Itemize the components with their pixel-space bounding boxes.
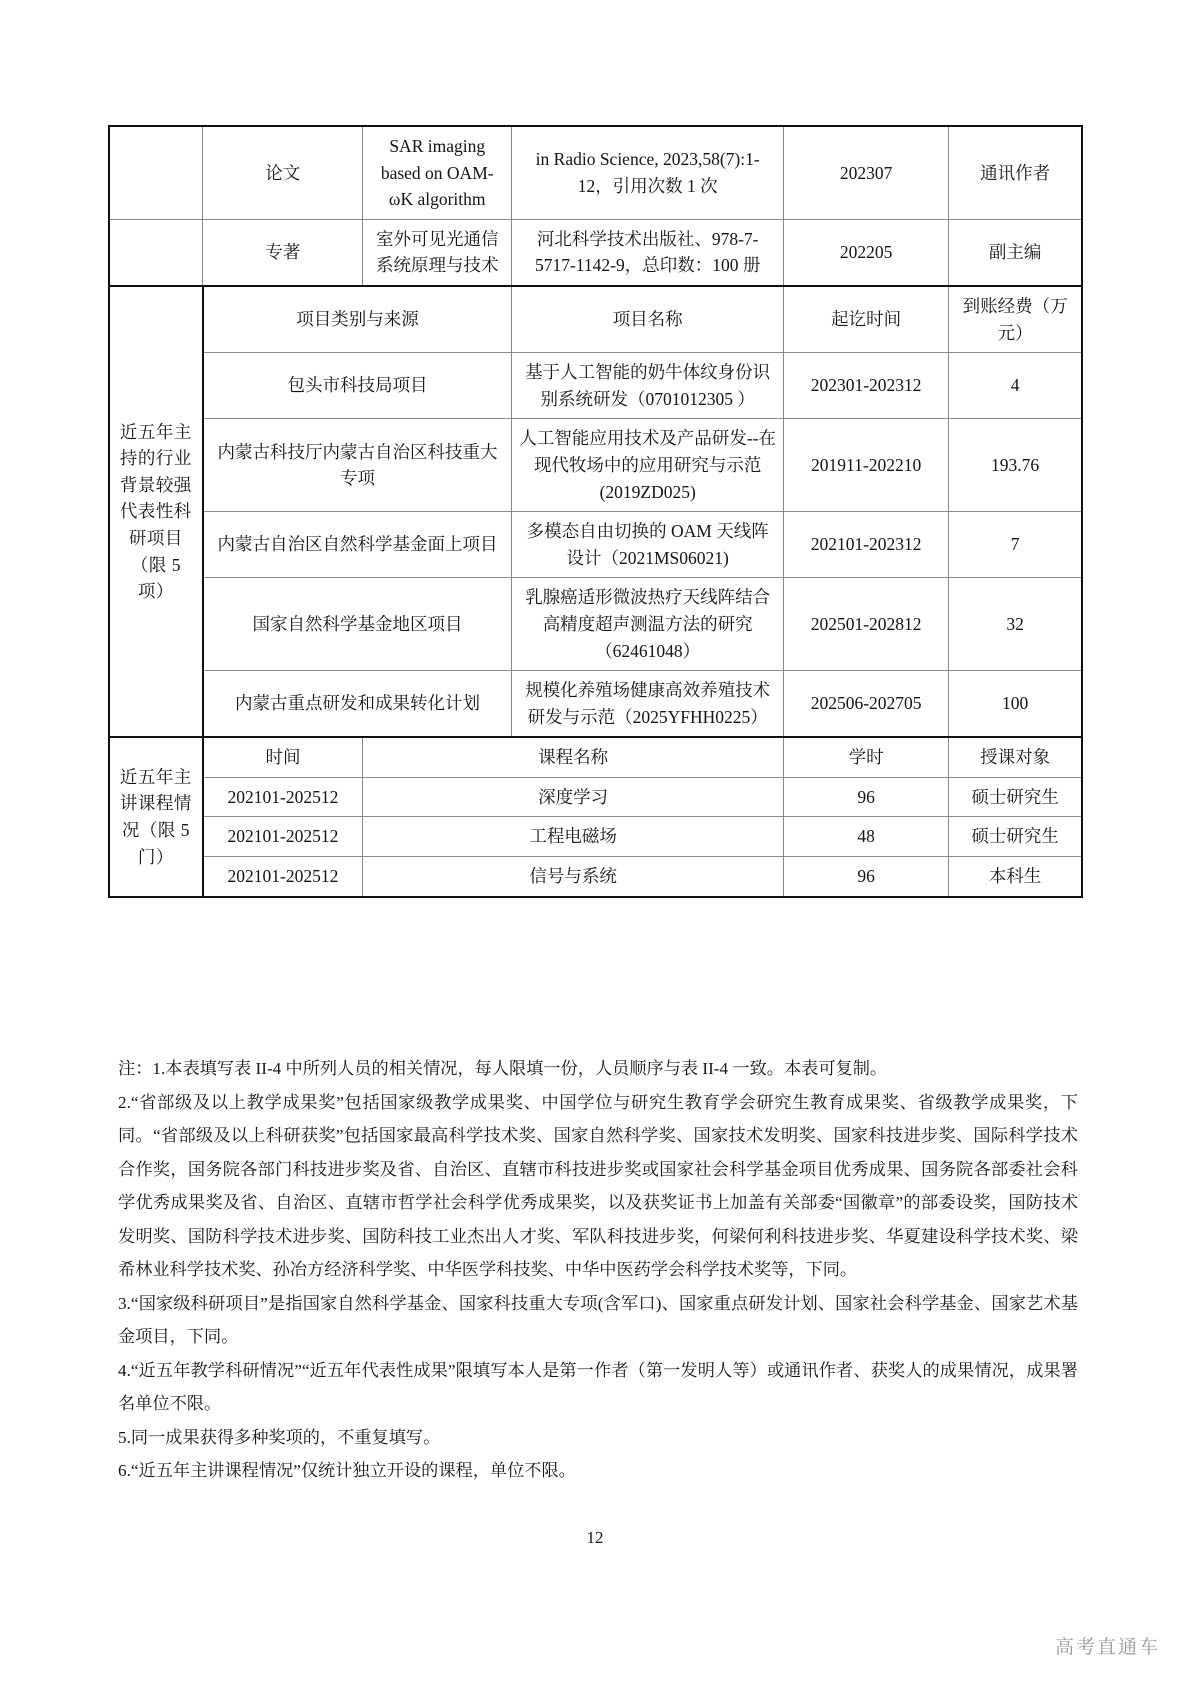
personnel-achievement-table (108, 125, 1083, 898)
project-funding: 4 (949, 353, 1082, 419)
note-item-3: 3.“国家级科研项目”是指国家自然科学基金、国家科技重大专项(含军口)、国家重点研发计划、国家社会科学基金、国家艺术基金项目，下同。 (118, 1293, 1078, 1347)
project-funding: 32 (949, 578, 1082, 671)
project-period: 202501-202812 (784, 578, 949, 671)
project-category: 内蒙古重点研发和成果转化计划 (203, 671, 512, 738)
course-time: 202101-202512 (203, 817, 363, 857)
project-category: 内蒙古科技厅内蒙古自治区科技重大专项 (203, 419, 512, 512)
watermark-label: 高考直通车 (1054, 1637, 1160, 1658)
project-name: 基于人工智能的奶牛体纹身份识别系统研发（0701012305 ） (512, 353, 784, 419)
project-name: 多模态自由切换的 OAM 天线阵设计（2021MS06021) (512, 512, 784, 578)
project-funding: 100 (949, 671, 1082, 738)
note-item-5: 5.同一成果获得多种奖项的，不重复填写。 (118, 1427, 441, 1447)
table-row (109, 419, 1082, 512)
course-audience: 硕士研究生 (949, 777, 1082, 817)
table-row (109, 671, 1082, 738)
table-row (109, 578, 1082, 671)
courses-header-audience: 授课对象 (949, 737, 1082, 777)
table-row (109, 817, 1082, 857)
course-audience: 硕士研究生 (949, 817, 1082, 857)
achievement-role: 副主编 (949, 219, 1082, 286)
note-item-6: 6.“近五年主讲课程情况”仅统计独立开设的课程，单位不限。 (118, 1461, 576, 1481)
course-name: 深度学习 (363, 777, 784, 817)
project-funding: 7 (949, 512, 1082, 578)
note-item-2: 2.“省部级及以上教学成果奖”包括国家级教学成果奖、中国学位与研究生教育学会研究生教育成果奖、省级教学成果奖，下同。“省部级及以上科研获奖”包括国家最高科学技术奖、国家自然科学奖、国家技术发明奖、国家科技进步奖、国际科学技术合作奖，国务院各部门科技进步奖及省、自治区、直辖市科技进步奖或国家社会科学基金项目优秀成果、国务院各部委社会科学优秀成果奖及省、自治区、直辖市哲学社会科学优秀成果奖，以及获奖证书上加盖有关部委“国徽章”的部委设奖，国防技术发明奖、国防科学技术进步奖、国防科技工业杰出人才奖、军队科技进步奖，何梁何利科技进步奖、华夏建设科学技术奖、梁希林业科学技术奖、孙冶方经济科学奖、中华医学科技奖、中华中医药学会科学技术奖等，下同。 (118, 1092, 1078, 1280)
table-row (109, 857, 1082, 897)
form-sheet (108, 125, 1083, 898)
course-hours: 48 (784, 817, 949, 857)
project-category: 内蒙古自治区自然科学基金面上项目 (203, 512, 512, 578)
note-item-1: 注：1.本表填写表 II-4 中所列人员的相关情况，每人限填一份，人员顺序与表 II-4 一致。本表可复制。 (118, 1059, 888, 1078)
project-name: 规模化养殖场健康高效养殖技术研发与示范（2025YFHH0225） (512, 671, 784, 738)
achievement-title: SAR imaging based on OAM-ωK algorithm (363, 126, 512, 219)
project-period: 202506-202705 (784, 671, 949, 738)
achievement-date: 202205 (784, 219, 949, 286)
notes-block (118, 1052, 1078, 1488)
achievement-role: 通讯作者 (949, 126, 1082, 219)
achievement-type: 专著 (203, 219, 363, 286)
course-time: 202101-202512 (203, 857, 363, 897)
course-hours: 96 (784, 777, 949, 817)
achievement-type: 论文 (203, 126, 363, 219)
project-category: 包头市科技局项目 (203, 353, 512, 419)
projects-section-label: 近五年主持的行业背景较强代表性科研项目（限 5 项） (109, 286, 203, 737)
course-name: 工程电磁场 (363, 817, 784, 857)
table-row (109, 512, 1082, 578)
courses-section-label: 近五年主讲课程情况（限 5 门） (109, 737, 203, 896)
projects-header-row (109, 286, 1082, 353)
projects-header-name: 项目名称 (512, 286, 784, 353)
table-row (109, 219, 1082, 286)
projects-header-period: 起讫时间 (784, 286, 949, 353)
achievement-title: 室外可见光通信系统原理与技术 (363, 219, 512, 286)
project-period: 202101-202312 (784, 512, 949, 578)
courses-header-name: 课程名称 (363, 737, 784, 777)
project-name: 乳腺癌适形微波热疗天线阵结合高精度超声测温方法的研究（62461048） (512, 578, 784, 671)
course-name: 信号与系统 (363, 857, 784, 897)
project-name: 人工智能应用技术及产品研发--在现代牧场中的应用研究与示范(2019ZD025) (512, 419, 784, 512)
course-audience: 本科生 (949, 857, 1082, 897)
courses-header-time: 时间 (203, 737, 363, 777)
table-row (109, 777, 1082, 817)
page-number: 12 (586, 1528, 604, 1547)
table-row (109, 126, 1082, 219)
projects-header-funding: 到账经费（万元） (949, 286, 1082, 353)
course-hours: 96 (784, 857, 949, 897)
spacer-cell (109, 126, 203, 219)
spacer-cell (109, 219, 203, 286)
courses-header-hours: 学时 (784, 737, 949, 777)
table-row (109, 353, 1082, 419)
project-period: 201911-202210 (784, 419, 949, 512)
project-funding: 193.76 (949, 419, 1082, 512)
projects-header-category: 项目类别与来源 (203, 286, 512, 353)
courses-header-row (109, 737, 1082, 777)
achievement-source: 河北科学技术出版社、978-7-5717-1142-9，总印数：100 册 (512, 219, 784, 286)
achievement-date: 202307 (784, 126, 949, 219)
project-category: 国家自然科学基金地区项目 (203, 578, 512, 671)
project-period: 202301-202312 (784, 353, 949, 419)
achievement-source: in Radio Science, 2023,58(7):1-12，引用次数 1 次 (512, 126, 784, 219)
note-item-4: 4.“近五年教学科研情况”“近五年代表性成果”限填写本人是第一作者（第一发明人等）或通讯作者、获奖人的成果情况，成果署名单位不限。 (118, 1360, 1078, 1414)
course-time: 202101-202512 (203, 777, 363, 817)
